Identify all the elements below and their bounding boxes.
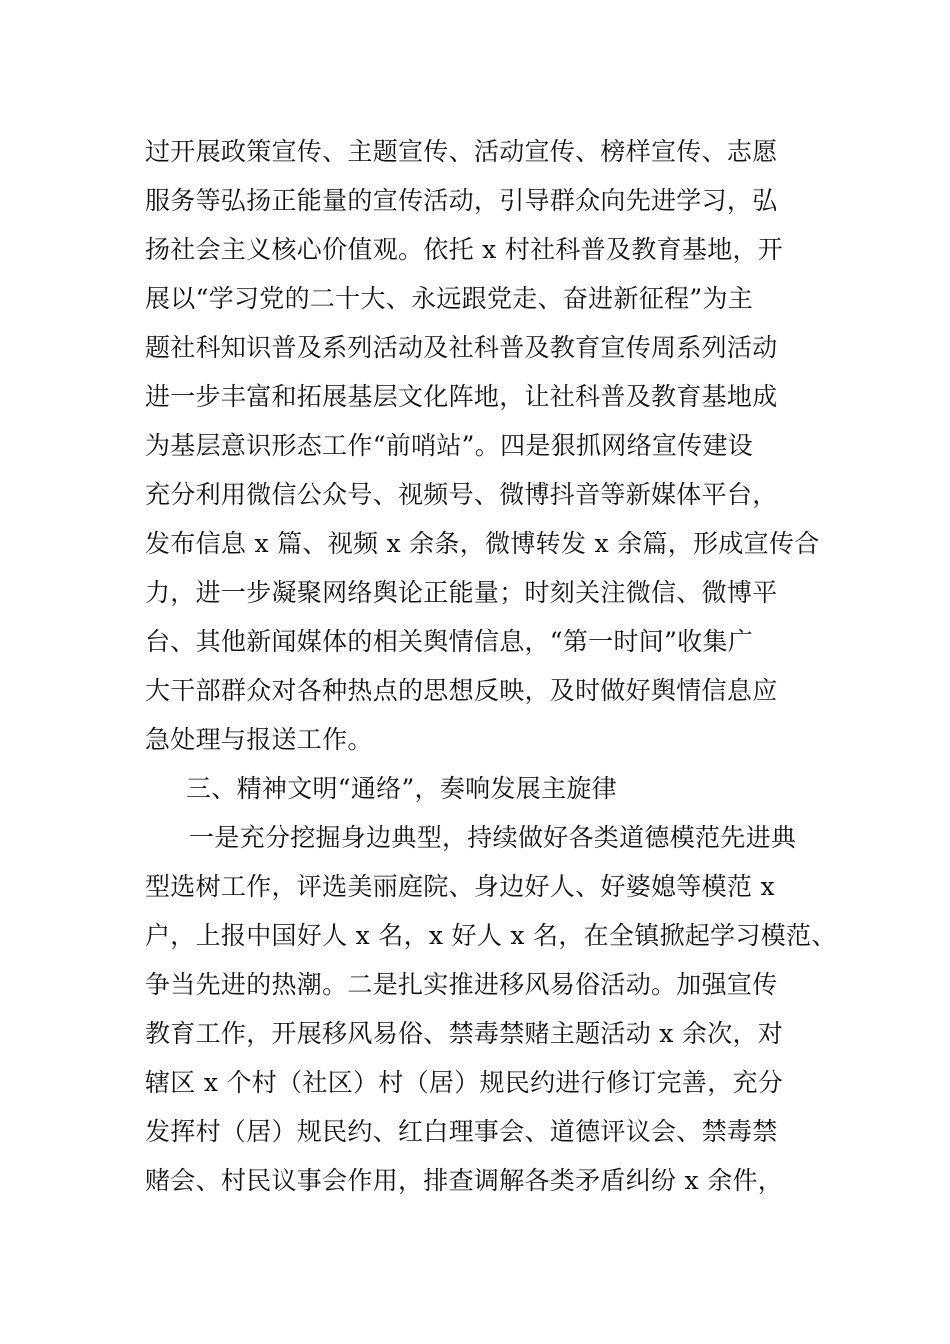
body-line: 进一步丰富和拓展基层文化阵地，让社科普及教育基地成 [145, 382, 778, 411]
section-paragraph-line: 辖区 x 个村（社区）村（居）规民约进行修订完善，充分 [145, 1068, 784, 1097]
body-line: 展以“学习党的二十大、永远跟党走、奋进新征程”为主 [145, 284, 754, 313]
section-paragraph-line: 户，上报中国好人 x 名，x 好人 x 名，在全镇掀起学习模范、 [145, 921, 837, 950]
section-paragraph-line: 争当先进的热潮。二是扎实推进移风易俗活动。加强宣传 [145, 970, 778, 999]
body-line: 台、其他新闻媒体的相关舆情信息，“第一时间”收集广 [145, 627, 754, 656]
section-paragraph-line: 一是充分挖掘身边典型，持续做好各类道德模范先进典 [189, 823, 797, 852]
body-line: 发布信息 x 篇、视频 x 余条，微博转发 x 余篇，形成宣传合 [145, 529, 820, 558]
body-line: 充分利用微信公众号、视频号、微博抖音等新媒体平台， [145, 480, 778, 509]
body-line: 为基层意识形态工作“前哨站”。四是狠抓网络宣传建设 [145, 431, 754, 460]
body-line: 急处理与报送工作。 [145, 725, 373, 754]
body-line: 力，进一步凝聚网络舆论正能量；时刻关注微信、微博平 [145, 578, 778, 607]
body-line: 过开展政策宣传、主题宣传、活动宣传、榜样宣传、志愿 [145, 137, 778, 166]
section-paragraph-line: 型选树工作，评选美丽庭院、身边好人、好婆媳等模范 x [145, 872, 775, 901]
body-line: 扬社会主义核心价值观。依托 x 村社科普及教育基地，开 [145, 235, 784, 264]
body-line: 题社科知识普及系列活动及社科普及教育宣传周系列活动 [145, 333, 778, 362]
section-heading: 三、精神文明“通络”，奏响发展主旋律 [186, 774, 617, 803]
body-line: 大干部群众对各种热点的思想反映，及时做好舆情信息应 [145, 676, 778, 705]
section-paragraph-line: 教育工作，开展移风易俗、禁毒禁赌主题活动 x 余次，对 [145, 1019, 784, 1048]
section-paragraph-line: 发挥村（居）规民约、红白理事会、道德评议会、禁毒禁 [145, 1117, 778, 1146]
body-line: 服务等弘扬正能量的宣传活动，引导群众向先进学习，弘 [145, 186, 778, 215]
section-paragraph-line: 赌会、村民议事会作用，排查调解各类矛盾纠纷 x 余件， [145, 1166, 784, 1195]
